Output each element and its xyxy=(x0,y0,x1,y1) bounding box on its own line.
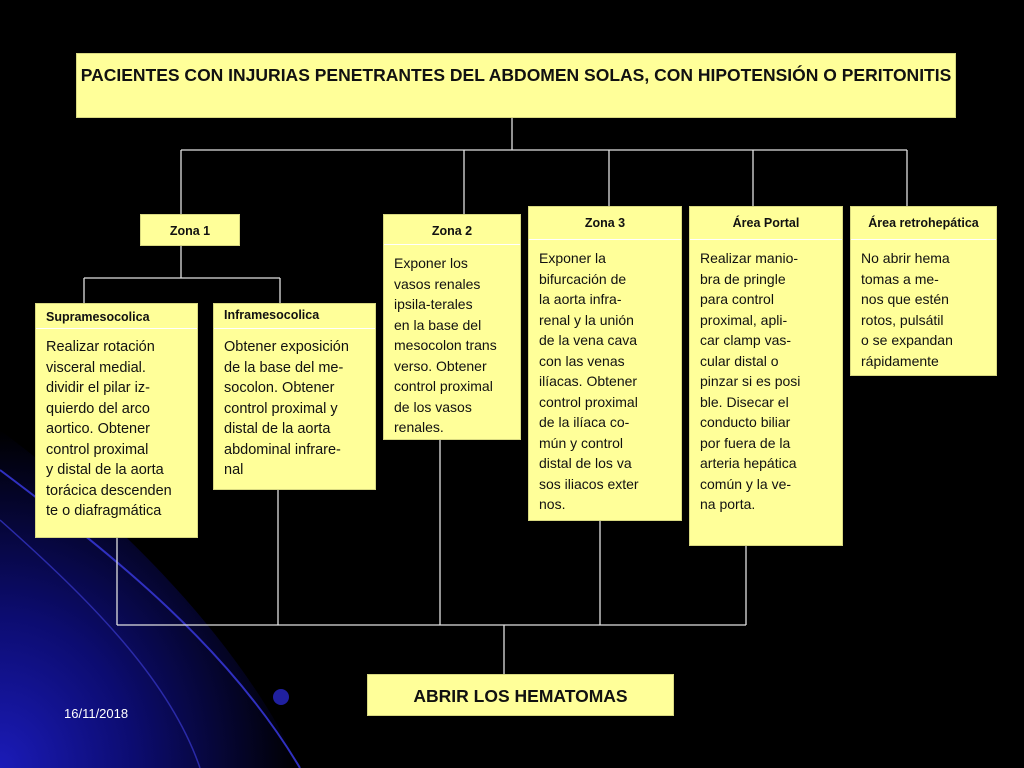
blue-dot xyxy=(273,689,289,705)
conclusion-label: ABRIR LOS HEMATOMAS xyxy=(413,686,628,706)
retrohepatica-box xyxy=(850,206,997,376)
zona1-box xyxy=(140,214,240,246)
supramesocolica-label: Supramesocolica xyxy=(36,304,197,329)
portal-box xyxy=(689,206,843,546)
zona2-box xyxy=(383,214,521,440)
conclusion-box xyxy=(367,674,674,716)
portal-text: Realizar manio- bra de pringle para control proximal, apli- car clamp vas- cular distal o pinzar si es posi ble. Disecar el conducto biliar por fuera de la arteria hepática común y la ve- na porta. xyxy=(700,250,801,512)
retrohepatica-label: Área retrohepática xyxy=(851,207,996,240)
supramesocolica-text: Realizar rotación visceral medial. dividir el pilar iz- quierdo del arco aortico. Obtener control proximal y distal de la aorta torácica descenden te o diafragmática xyxy=(46,339,172,519)
inframesocolica-label: Inframesocolica xyxy=(214,304,375,329)
zona3-text: Exponer la bifurcación de la aorta infra- renal y la unión de la vena cava con las venas ilíacas. Obtener control proximal de la ilíaca co- mún y control distal de los va sos iliacos exter nos. xyxy=(539,250,639,512)
zona1-label: Zona 1 xyxy=(169,224,211,238)
zona3-box xyxy=(528,206,682,521)
portal-label: Área Portal xyxy=(690,207,842,240)
zona3-label: Zona 3 xyxy=(529,207,681,240)
zona2-label: Zona 2 xyxy=(384,215,520,245)
page-title: PACIENTES CON INJURIAS PENETRANTES DEL ABDOMEN SOLAS, CON HIPOTENSIÓN O PERITONITIS xyxy=(80,65,952,85)
zona2-text: Exponer los vasos renales ipsila-terales en la base del mesocolon trans verso. Obtener control proximal de los vasos renales. xyxy=(394,255,497,435)
title-box xyxy=(76,53,956,118)
inframesocolica-box xyxy=(213,303,376,490)
retrohepatica-text: No abrir hema tomas a me- nos que estén rotos, pulsátil o se expandan rápidamente xyxy=(861,250,953,369)
inframesocolica-text: Obtener exposición de la base del me- socolon. Obtener control proximal y distal de la aorta abdominal infrare- nal xyxy=(224,339,349,478)
supramesocolica-box xyxy=(35,303,198,538)
slide-date: 16/11/2018 xyxy=(64,706,129,721)
